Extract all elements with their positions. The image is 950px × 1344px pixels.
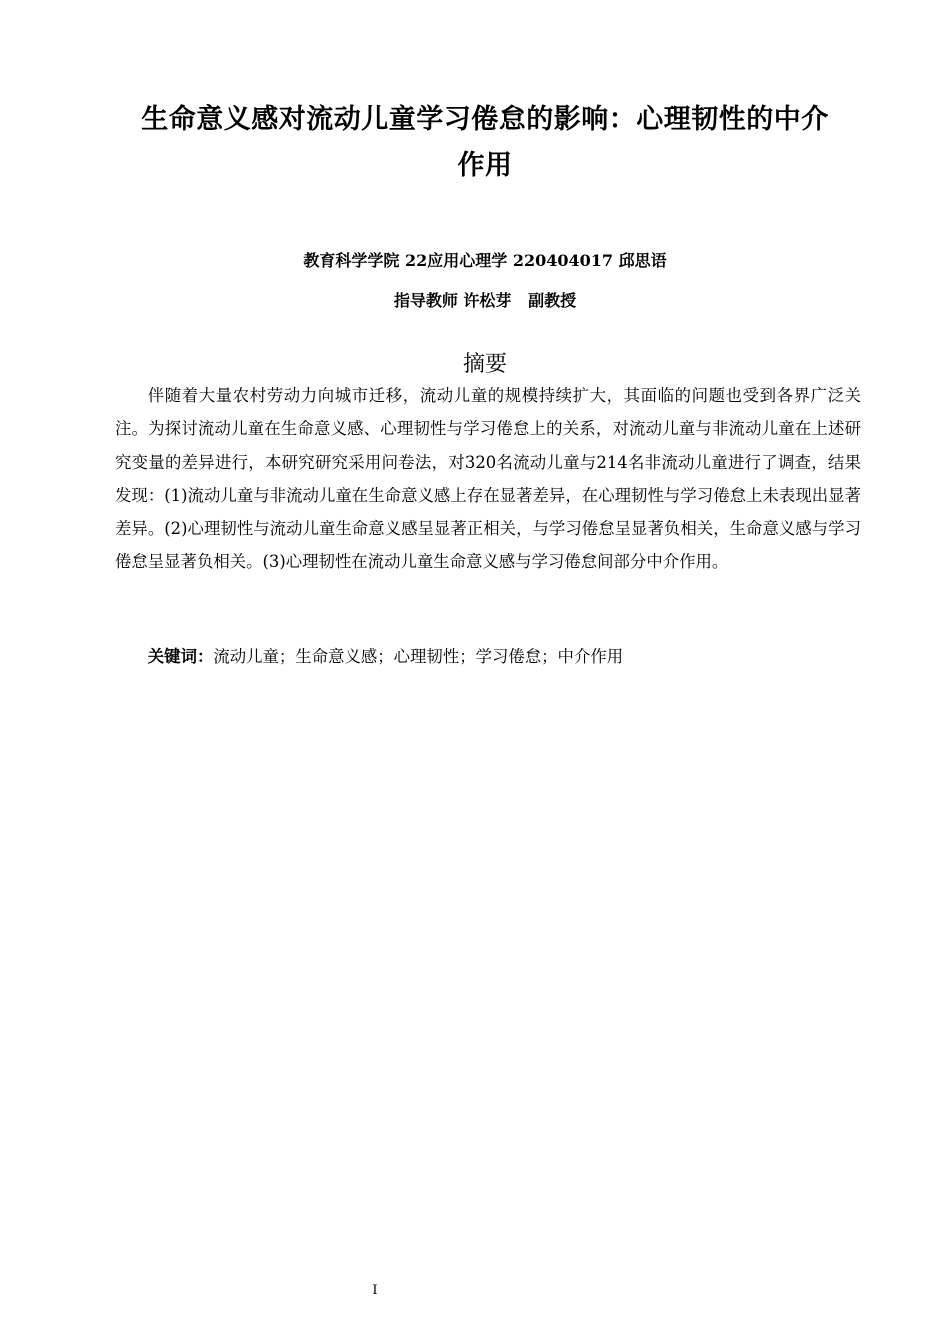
keywords-label: 关键词：: [147, 647, 214, 666]
keywords-line: [115, 642, 861, 672]
page-number: I: [372, 1283, 378, 1298]
abstract-heading: 摘要: [462, 352, 507, 377]
paper-title-line-2: 作用: [457, 150, 513, 181]
advisor-info: 指导教师 许松芽 副教授: [393, 291, 577, 310]
abstract-body: 伴随着大量农村劳动力向城市迁移，流动儿童的规模持续扩大，其面临的问题也受到各界广泛关注。为探讨流动儿童在生命意义感、心理韧性与学习倦怠上的关系，对流动儿童与非流动儿童在上述研究变量的差异进行，本研究研究采用问卷法，对320名流动儿童与214名非流动儿童进行了调查，结果发现：(1)流动儿童与非流动儿童在生命意义感上存在显著差异，在心理韧性与学习倦怠上未表现出显著差异。(2)心理韧性与流动儿童生命意义感呈显著正相关，与学习倦怠呈显著负相关，生命意义感与学习倦怠呈显著负相关。(3)心理韧性在流动儿童生命意义感与学习倦怠间部分中介作用。: [115, 386, 861, 572]
author-info: 教育科学学院 22应用心理学 220404017 邱思语: [303, 251, 667, 270]
paper-title-line-1: 生命意义感对流动儿童学习倦怠的影响：心理韧性的中介: [141, 104, 829, 135]
keywords-text: 流动儿童；生命意义感；心理韧性；学习倦怠；中介作用: [213, 647, 624, 666]
